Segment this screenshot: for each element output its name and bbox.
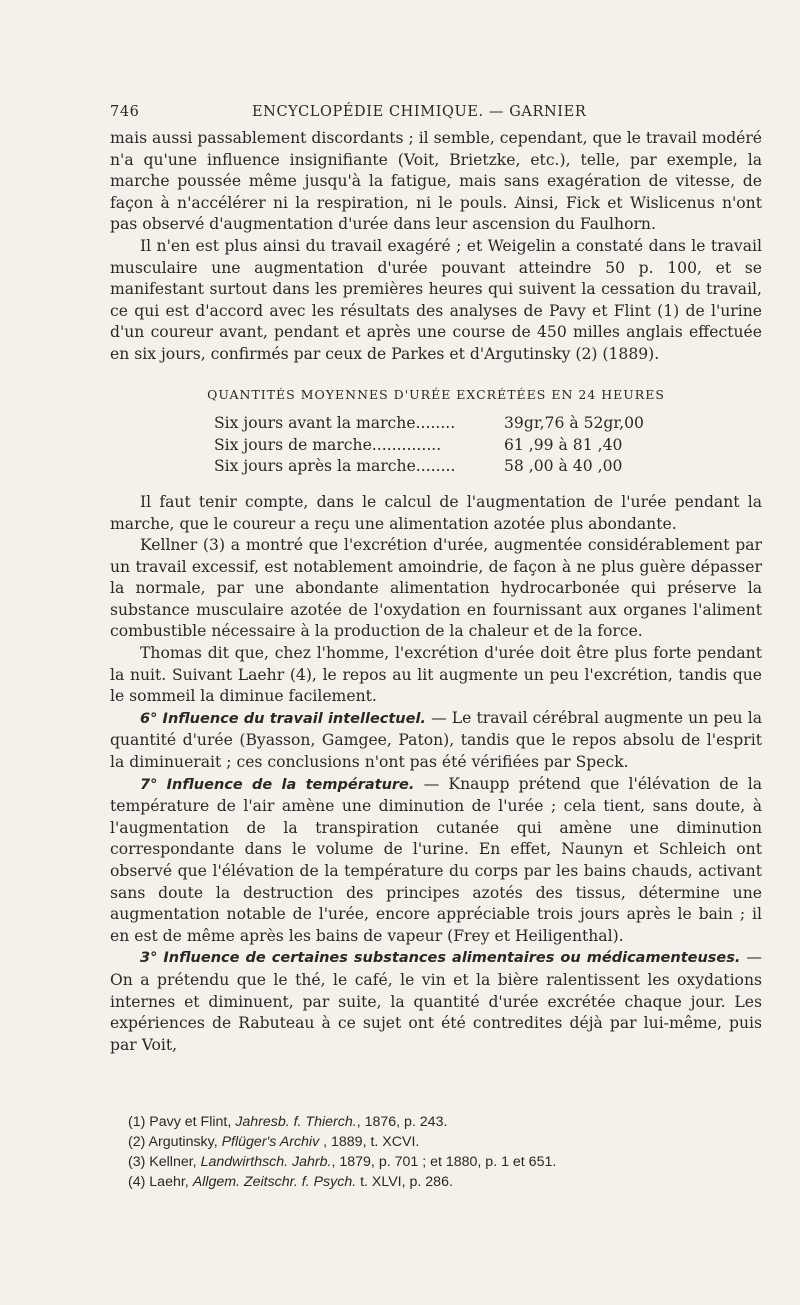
footnote-journal: Landwirthsch. Jahrb. [200,1154,332,1170]
footnote [128,1112,768,1132]
table-row-label: Six jours après la marche........ [214,457,456,476]
footnote-author: Kellner, [149,1154,201,1170]
table-row-value: 61 ,99 à 81 ,40 [504,435,623,454]
footnote-journal: Allgem. Zeitschr. f. Psych. [192,1174,357,1190]
footnote [128,1132,768,1152]
section-heading: 3° Influence de certaines substances alimentaires ou médicamenteuses. [140,950,741,967]
footnote [128,1172,768,1192]
footnote-rest: t. XLVI, p. 286. [356,1174,453,1190]
running-title: ENCYCLOPÉDIE CHIMIQUE. — GARNIER [252,104,587,120]
paragraph: mais aussi passablement discordants ; il semble, cependant, que le travail modéré n'a qu'une influence insignifiante (Voit, Brietzke, etc.), telle, par exemple, la marche poussée même jusqu'à la fatigue, mais sans exagération de vitesse, de façon à n'accélérer ni la respiration, ni le pouls. Ainsi, Fick et Wislicenus n'ont pas observé d'augmentation d'urée dans leur ascension du Faulhorn. [110,129,762,234]
footnote-rest: , 1879, p. 701 ; et 1880, p. 1 et 651. [331,1154,557,1170]
footnote-number: (4) [128,1174,146,1190]
footnote-number: (1) [128,1114,146,1130]
table-row-label: Six jours de marche.............. [214,435,442,454]
table-row [214,413,762,435]
footnote-author: Pavy et Flint, [149,1114,236,1130]
table-row-value: 58 ,00 à 40 ,00 [504,457,623,476]
section-heading: 7° Influence de la température. [140,776,415,793]
table-row [214,435,762,457]
paragraph: Il faut tenir compte, dans le calcul de l'augmentation de l'urée pendant la marche, que le coureur a reçu une alimentation azotée plus abondante. [110,492,762,533]
paragraph: Il n'en est plus ainsi du travail exagéré ; et Weigelin a constaté dans le travail musculaire une augmentation d'urée pouvant atteindre 50 p. 100, et se manifestant surtout dans les premières heures qui suivent la cessation du travail, ce qui est d'accord avec les résultats des analyses de Pavy et Flint (1) de l'urine d'un coureur avant, pendant et après une course de 450 milles anglais effectuée en six jours, confirmés par ceux de Parkes et d'Argutinsky (2) (1889). [110,236,762,363]
urea-table [110,384,762,478]
body-text [110,128,762,1056]
page-number: 746 [110,104,140,120]
footnote [128,1152,768,1172]
section-text: — Knaupp prétend que l'élévation de la température de l'air amène une diminution de l'urée ; cela tient, sans doute, à l'augmentation de la transpiration cutanée qui amène une diminution correspondante dans le volume de l'urine. En effet, Naunyn et Schleich ont observé que l'élévation de la température du corps par les bains chauds, activant sans doute la destruction des principes azotés des tissus, détermine une augmentation notable de l'urée, encore appréciable trois jours après le bain ; il en est de même après les bains de vapeur (Frey et Heiligenthal). [110,774,763,945]
section-paragraph [110,947,762,1056]
table-title: QUANTITÉS MOYENNES D'URÉE EXCRÉTÉES EN 24 HEURES [207,386,665,402]
section-text: — On a prétendu que le thé, le café, le vin et la bière ralentissent les oxydations internes et diminuent, par suite, la quantité d'urée excrétée chaque jour. Les expériences de Rabuteau à ce sujet ont été contredites déjà par lui-même, puis par Voit, [110,948,762,1054]
footnotes [128,1112,768,1192]
table-row-label: Six jours avant la marche........ [214,414,456,433]
section-paragraph [110,774,762,948]
table-row-value: 39gr,76 à 52gr,00 [504,414,644,433]
footnote-number: (2) [128,1134,146,1150]
section-paragraph [110,708,762,774]
footnote-rest: , 1889, t. XCVI. [319,1134,420,1150]
footnote-rest: , 1876, p. 243. [356,1114,448,1130]
footnote-journal: Jahresb. f. Thierch. [235,1114,357,1130]
footnote-journal: Pflüger's Archiv [221,1134,320,1150]
footnote-author: Laehr, [149,1174,193,1190]
section-text: — Le travail cérébral augmente un peu la quantité d'urée (Byasson, Gamgee, Paton), tandis que le repos absolu de l'esprit la diminuerait ; ces conclusions n'ont pas été vérifiées par Speck. [110,708,762,772]
table-row [214,456,762,478]
paragraph: Thomas dit que, chez l'homme, l'excrétion d'urée doit être plus forte pendant la nuit. Suivant Laehr (4), le repos au lit augmente un peu l'excrétion, tandis que le sommeil la diminue facilement. [110,644,762,706]
paragraph: Kellner (3) a montré que l'excrétion d'urée, augmentée considérablement par un travail excessif, est notablement amoindrie, de façon à ne plus guère dépasser la normale, par une abondante alimentation hydrocarbonée qui préserve la substance musculaire azotée de l'oxydation en fournissant aux organes l'aliment combustible nécessaire à la production de la chaleur et de la force. [110,536,762,641]
section-heading: 6° Influence du travail intellectuel. [140,710,426,727]
footnote-number: (3) [128,1154,146,1170]
footnote-author: Argutinsky, [148,1134,222,1150]
running-header [110,104,790,120]
